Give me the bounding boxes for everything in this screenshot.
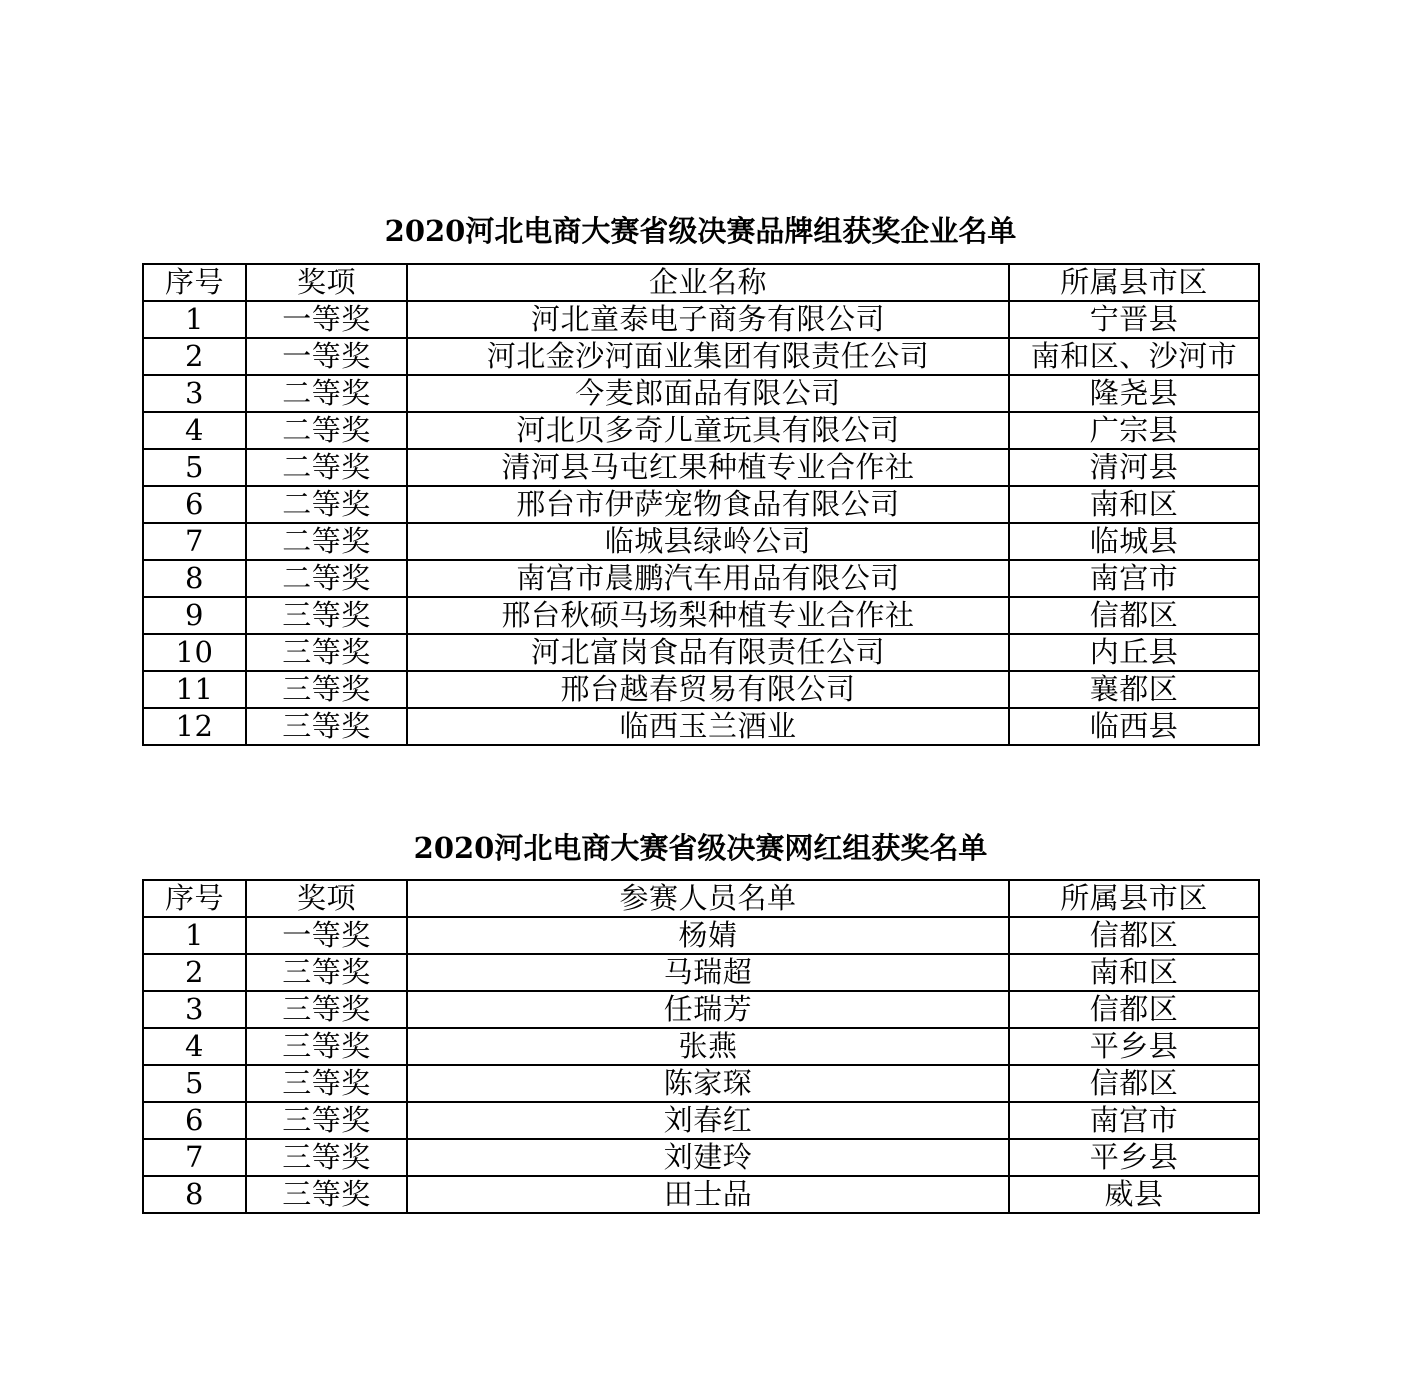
influencer-group-table — [142, 879, 1260, 1214]
table-body — [143, 917, 1259, 1213]
cell-name: 清河县马屯红果种植专业合作社 — [407, 449, 1009, 486]
table-row — [143, 1028, 1259, 1065]
cell-index: 7 — [143, 1139, 246, 1176]
cell-name: 南宫市晨鹏汽车用品有限公司 — [407, 560, 1009, 597]
cell-name: 邢台秋硕马场梨种植专业合作社 — [407, 597, 1009, 634]
brand-group-title: 2020河北电商大赛省级决赛品牌组获奖企业名单 — [384, 214, 1017, 248]
cell-index: 10 — [143, 634, 246, 671]
cell-index: 9 — [143, 597, 246, 634]
cell-county: 平乡县 — [1009, 1028, 1259, 1065]
header-index: 序号 — [143, 880, 246, 917]
cell-county: 信都区 — [1009, 597, 1259, 634]
cell-award: 一等奖 — [246, 338, 407, 375]
cell-county: 南和区、沙河市 — [1009, 338, 1259, 375]
table-row — [143, 634, 1259, 671]
cell-index: 12 — [143, 708, 246, 745]
table-row — [143, 1102, 1259, 1139]
cell-name: 河北贝多奇儿童玩具有限公司 — [407, 412, 1009, 449]
cell-county: 南和区 — [1009, 486, 1259, 523]
table-row — [143, 1139, 1259, 1176]
cell-name: 河北金沙河面业集团有限责任公司 — [407, 338, 1009, 375]
cell-award: 二等奖 — [246, 449, 407, 486]
cell-county: 临城县 — [1009, 523, 1259, 560]
cell-county: 临西县 — [1009, 708, 1259, 745]
cell-name: 张燕 — [407, 1028, 1009, 1065]
cell-index: 1 — [143, 917, 246, 954]
table-row — [143, 338, 1259, 375]
cell-award: 二等奖 — [246, 486, 407, 523]
cell-award: 三等奖 — [246, 1065, 407, 1102]
cell-award: 三等奖 — [246, 634, 407, 671]
cell-name: 刘建玲 — [407, 1139, 1009, 1176]
cell-name: 河北童泰电子商务有限公司 — [407, 301, 1009, 338]
cell-award: 三等奖 — [246, 1176, 407, 1213]
cell-index: 7 — [143, 523, 246, 560]
cell-award: 三等奖 — [246, 954, 407, 991]
table-row — [143, 375, 1259, 412]
table-header — [143, 880, 1259, 917]
brand-group-table — [142, 263, 1260, 746]
table-row — [143, 991, 1259, 1028]
cell-name: 河北富岗食品有限责任公司 — [407, 634, 1009, 671]
header-award: 奖项 — [246, 264, 407, 301]
table-row — [143, 671, 1259, 708]
cell-county: 信都区 — [1009, 917, 1259, 954]
cell-award: 二等奖 — [246, 412, 407, 449]
cell-county: 隆尧县 — [1009, 375, 1259, 412]
cell-county: 南和区 — [1009, 954, 1259, 991]
cell-award: 二等奖 — [246, 375, 407, 412]
cell-index: 3 — [143, 375, 246, 412]
cell-award: 二等奖 — [246, 523, 407, 560]
cell-name: 邢台市伊萨宠物食品有限公司 — [407, 486, 1009, 523]
cell-index: 3 — [143, 991, 246, 1028]
table-header — [143, 264, 1259, 301]
cell-index: 4 — [143, 1028, 246, 1065]
cell-index: 8 — [143, 560, 246, 597]
table-row — [143, 1176, 1259, 1213]
cell-award: 三等奖 — [246, 708, 407, 745]
table-row — [143, 917, 1259, 954]
cell-name: 杨婧 — [407, 917, 1009, 954]
cell-award: 一等奖 — [246, 917, 407, 954]
cell-name: 临西玉兰酒业 — [407, 708, 1009, 745]
table-body — [143, 301, 1259, 745]
cell-index: 8 — [143, 1176, 246, 1213]
cell-index: 11 — [143, 671, 246, 708]
cell-index: 6 — [143, 486, 246, 523]
table-row — [143, 412, 1259, 449]
cell-name: 马瑞超 — [407, 954, 1009, 991]
table-row — [143, 597, 1259, 634]
cell-index: 1 — [143, 301, 246, 338]
cell-name: 田士品 — [407, 1176, 1009, 1213]
cell-county: 信都区 — [1009, 1065, 1259, 1102]
table-row — [143, 1065, 1259, 1102]
cell-index: 5 — [143, 1065, 246, 1102]
cell-index: 2 — [143, 954, 246, 991]
header-index: 序号 — [143, 264, 246, 301]
table-row — [143, 954, 1259, 991]
cell-name: 临城县绿岭公司 — [407, 523, 1009, 560]
cell-award: 三等奖 — [246, 597, 407, 634]
cell-name: 邢台越春贸易有限公司 — [407, 671, 1009, 708]
cell-county: 信都区 — [1009, 991, 1259, 1028]
cell-county: 平乡县 — [1009, 1139, 1259, 1176]
table-row — [143, 301, 1259, 338]
cell-index: 5 — [143, 449, 246, 486]
cell-index: 2 — [143, 338, 246, 375]
cell-county: 清河县 — [1009, 449, 1259, 486]
cell-award: 三等奖 — [246, 671, 407, 708]
cell-index: 4 — [143, 412, 246, 449]
cell-award: 三等奖 — [246, 991, 407, 1028]
table-row — [143, 708, 1259, 745]
header-name: 参赛人员名单 — [407, 880, 1009, 917]
cell-county: 襄都区 — [1009, 671, 1259, 708]
cell-county: 宁晋县 — [1009, 301, 1259, 338]
cell-award: 一等奖 — [246, 301, 407, 338]
cell-name: 陈家琛 — [407, 1065, 1009, 1102]
cell-county: 南宫市 — [1009, 560, 1259, 597]
cell-county: 内丘县 — [1009, 634, 1259, 671]
table-row — [143, 486, 1259, 523]
cell-index: 6 — [143, 1102, 246, 1139]
cell-county: 威县 — [1009, 1176, 1259, 1213]
header-award: 奖项 — [246, 880, 407, 917]
cell-county: 广宗县 — [1009, 412, 1259, 449]
cell-award: 三等奖 — [246, 1102, 407, 1139]
influencer-group-title: 2020河北电商大赛省级决赛网红组获奖名单 — [413, 831, 988, 865]
table-row — [143, 523, 1259, 560]
cell-award: 三等奖 — [246, 1028, 407, 1065]
header-row — [143, 880, 1259, 917]
cell-award: 三等奖 — [246, 1139, 407, 1176]
header-county: 所属县市区 — [1009, 264, 1259, 301]
cell-award: 二等奖 — [246, 560, 407, 597]
cell-name: 任瑞芳 — [407, 991, 1009, 1028]
table-row — [143, 560, 1259, 597]
header-row — [143, 264, 1259, 301]
cell-name: 刘春红 — [407, 1102, 1009, 1139]
table-row — [143, 449, 1259, 486]
cell-county: 南宫市 — [1009, 1102, 1259, 1139]
cell-name: 今麦郎面品有限公司 — [407, 375, 1009, 412]
header-county: 所属县市区 — [1009, 880, 1259, 917]
header-name: 企业名称 — [407, 264, 1009, 301]
